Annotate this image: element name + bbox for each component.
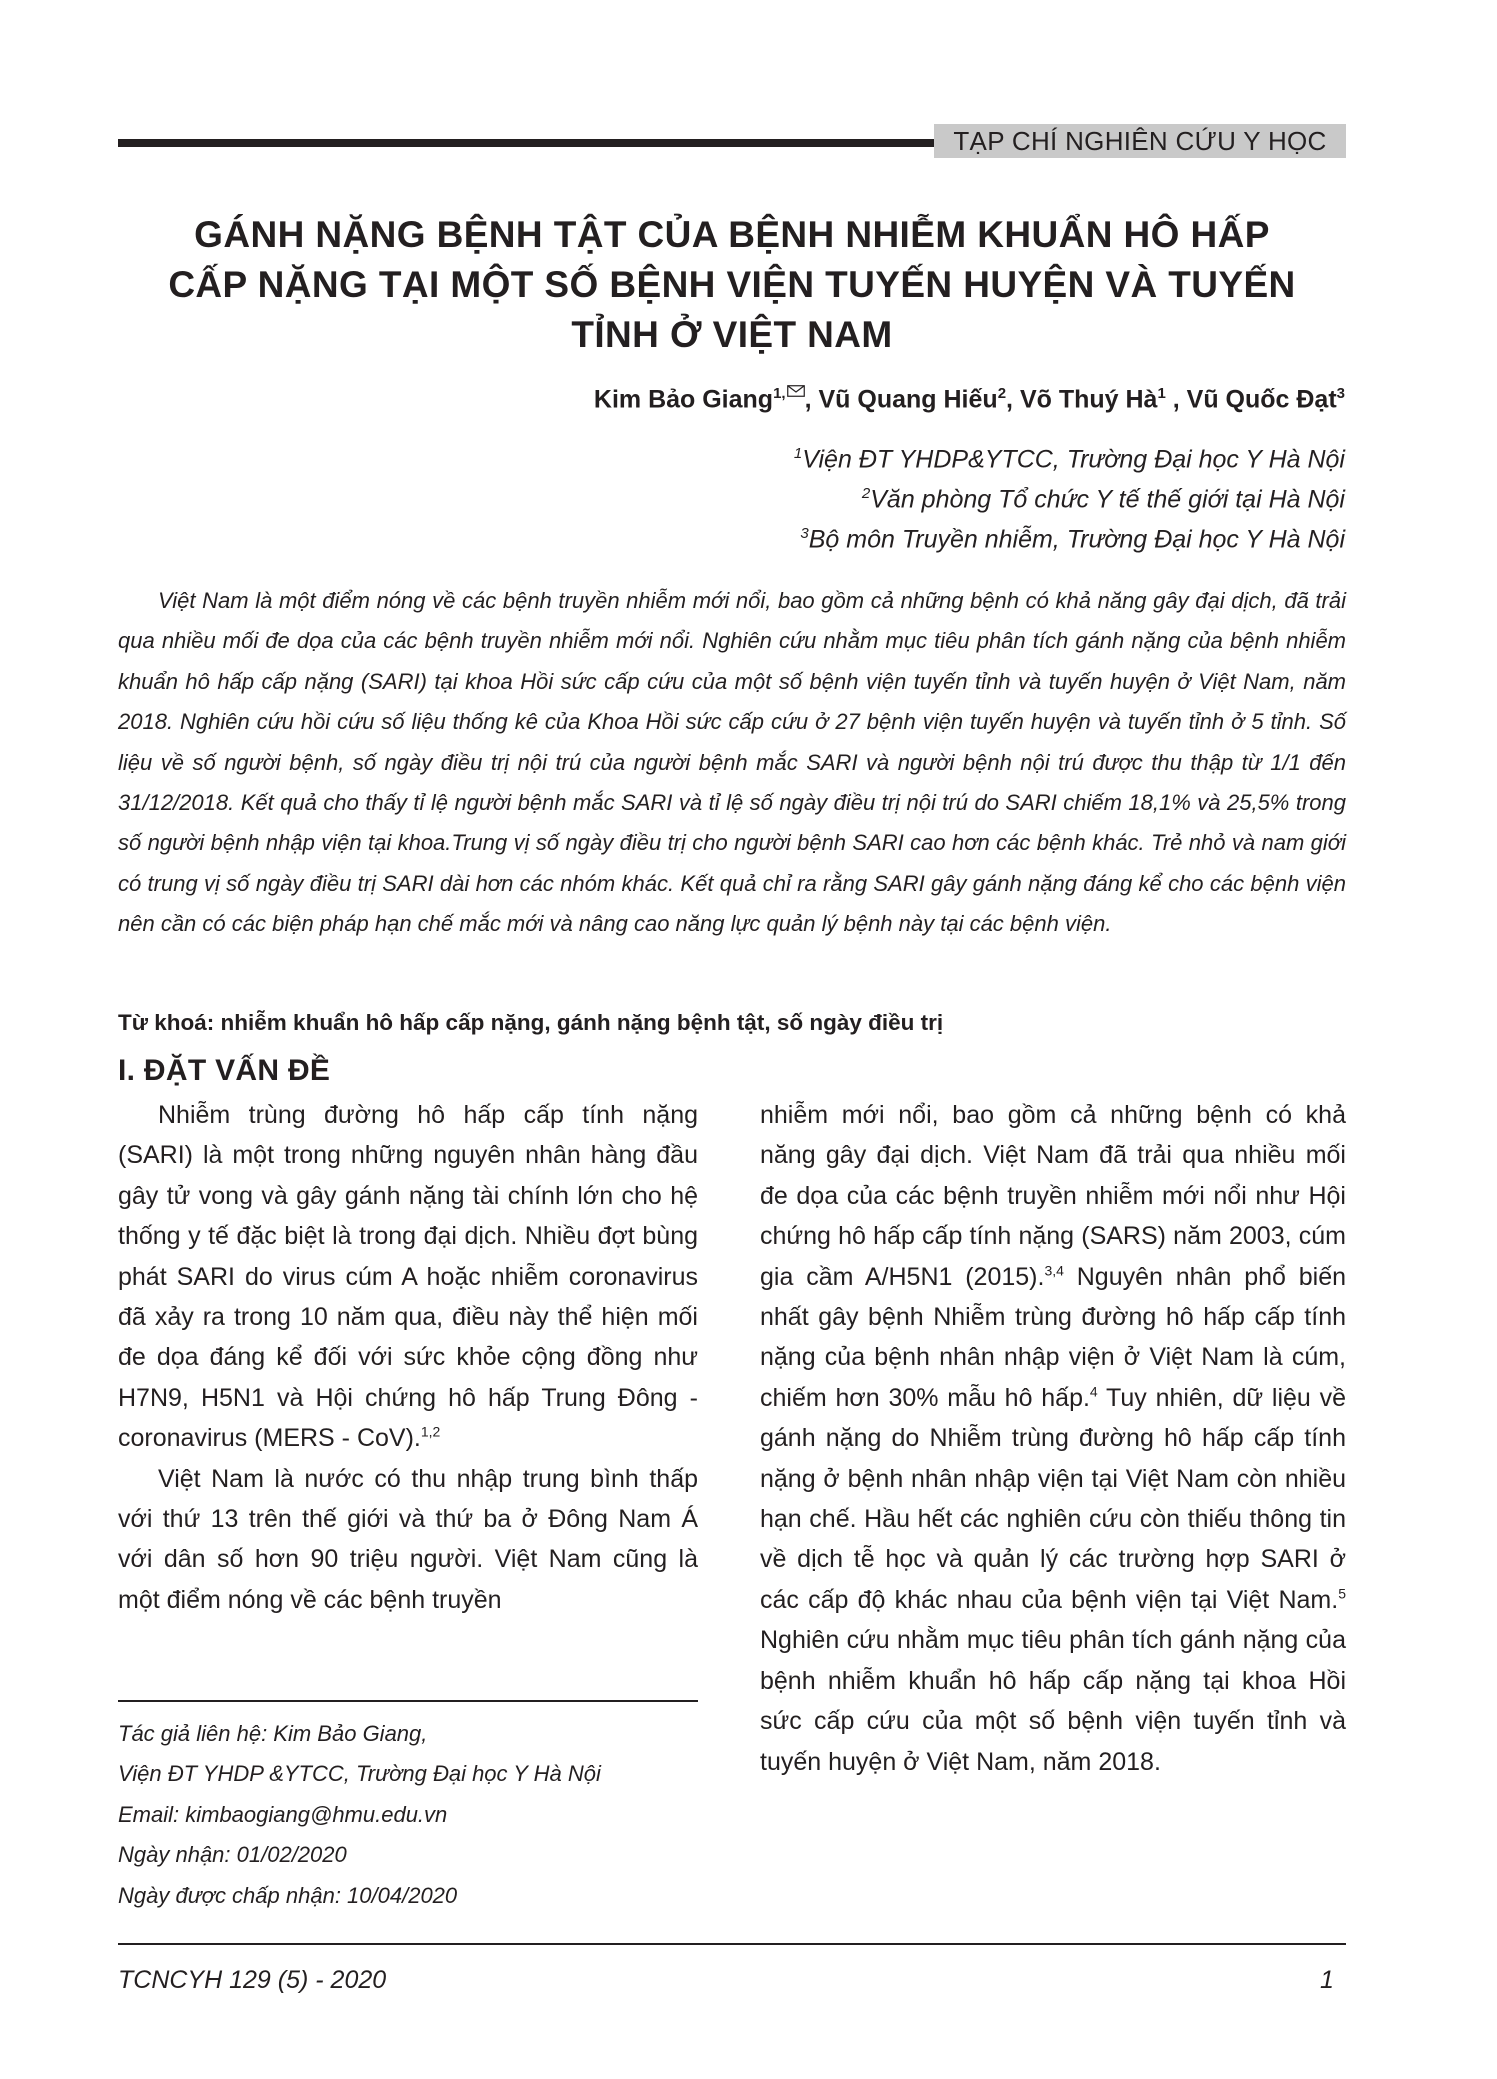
author-name: Võ Thuý Hà (1019, 385, 1158, 414)
paragraph-text: Nghiên cứu nhằm mục tiêu phân tích gánh nặng của bệnh nhiễm khuẩn hô hấp cấp nặng tại khoa Hồi sức cấp cứu của một số bệnh viện tuyến tỉnh và tuyến huyện ở Việt Nam, năm 2018. (760, 1626, 1346, 1776)
article-title (110, 210, 1354, 360)
journal-name: TẠP CHÍ NGHIÊN CỨU Y HỌC (934, 124, 1346, 158)
paragraph-text: Việt Nam là nước có thu nhập trung bình thấp với thứ 13 trên thế giới và thứ ba ở Đông Nam Á với dân số hơn 90 triệu người. Việt Nam cũng là một điểm nóng về các bệnh truyền (118, 1464, 698, 1614)
body-paragraph (760, 1095, 1346, 1782)
footer-rule (118, 1943, 1346, 1945)
affiliation-mark: 2 (861, 485, 871, 502)
paragraph-text: Nguyên nhân phổ biến nhất gây bệnh Nhiễm trùng đường hô hấp cấp tính nặng của bệnh nhân nhập viện ở Việt Nam là cúm, chiếm hơn 30% mẫu hô hấp. (760, 1262, 1347, 1412)
paragraph-text: Nhiễm trùng đường hô hấp cấp tính nặng (SARI) là một trong những nguyên nhân hàng đầu gây tử vong và gây gánh nặng tài chính lớn cho hệ thống y tế đặc biệt là trong đại dịch. Nhiều đợt bùng phát SARI do virus cúm A hoặc nhiễm coronavirus đã xảy ra trong 10 năm qua, điều này thể hiện mối đe dọa đáng kể đối với sức khỏe cộng đồng như H7N9, H5N1 và Hội chứng hô hấp Trung Đông - coronavirus (MERS - CoV). (118, 1101, 698, 1453)
title-line: TỈNH Ở VIỆT NAM (571, 314, 893, 355)
footnote-email: Email: kimbaogiang@hmu.edu.vn (118, 1801, 448, 1827)
footnote-line: Viện ĐT YHDP &YTCC, Trường Đại học Y Hà Nội (118, 1761, 601, 1787)
paragraph-text: Tuy nhiên, dữ liệu về gánh nặng do Nhiễm trùng đường hô hấp cấp tính nặng ở bệnh nhân nhập viện tại Việt Nam còn nhiều hạn chế. Hầu hết các nghiên cứu còn thiếu thông tin về dịch tễ học và quản lý các trường hợp SARI ở các cấp độ khác nhau của bệnh viện tại Việt Nam. (760, 1383, 1346, 1614)
author-affil-mark: 2 (997, 385, 1007, 402)
footnote-line: Tác giả liên hệ: Kim Bảo Giang, (118, 1721, 428, 1746)
citation-ref: 5 (1338, 1585, 1346, 1602)
affiliation (794, 445, 1345, 474)
section-heading: I. ĐẶT VẤN ĐỀ (118, 1054, 331, 1087)
title-line: GÁNH NẶNG BỆNH TẬT CỦA BỆNH NHIỄM KHUẨN HÔ HẤP (194, 214, 1270, 255)
journal-citation: TCNCYH 129 (5) - 2020 (118, 1966, 387, 1994)
affiliation (800, 525, 1345, 554)
header-rule (118, 139, 934, 147)
body-paragraph (118, 1095, 698, 1459)
author-list: Kim Bảo Giang$^{1,}$ , Vũ Quang Hiếu$^2$, Võ Thuý $Hà^1$ , Vũ Quốc Đạt$^3$ (593, 385, 1345, 414)
page-number: 1 (1320, 1966, 1334, 1994)
affiliation-mark: 3 (800, 525, 809, 542)
affiliation-text: Bộ môn Truyền nhiễm, Trường Đại học Y Hà Nội (808, 525, 1345, 554)
body-column-left (118, 1095, 698, 1620)
author-affil-mark: 1 (1157, 385, 1166, 402)
footnote-line: Ngày được chấp nhận: 10/04/2020 (118, 1882, 458, 1908)
footnote-rule (118, 1700, 698, 1702)
title-line: CẤP NẶNG TẠI MỘT SỐ BỆNH VIỆN TUYẾN HUYỆN VÀ TUYẾN (168, 264, 1296, 305)
body-column-right (760, 1095, 1346, 1782)
author-name: Vũ Quang Hiếu (818, 385, 998, 414)
footnote-line: Ngày nhận: 01/02/2020 (118, 1842, 347, 1868)
affiliation-text: Văn phòng Tổ chức Y tế thế giới tại Hà Nội (870, 485, 1345, 514)
author-name: Vũ Quốc Đạt (1186, 385, 1337, 414)
author-affil-mark: 1, (773, 385, 786, 402)
author-name: Kim Bảo Giang (593, 385, 774, 414)
correspondence-footnote (118, 1714, 601, 1916)
abstract: Việt Nam là một điểm nóng về các bệnh truyền nhiễm mới nổi, bao gồm cả những bệnh có khả năng gây đại dịch, đã trải qua nhiều mối đe dọa của các bệnh truyền nhiễm mới nổi. Nghiên cứu nhằm mục tiêu phân tích gánh nặng của bệnh nhiễm khuẩn hô hấp cấp nặng (SARI) tại khoa Hồi sức cấp cứu của một số bệnh viện tuyến tỉnh và tuyến huyện ở Việt Nam, năm 2018. Nghiên cứu hồi cứu số liệu thống kê của Khoa Hồi sức cấp cứu ở 27 bệnh viện tuyến huyện và tuyến tỉnh ở 5 tỉnh. Số liệu về số người bệnh, số ngày điều trị nội trú của người bệnh mắc SARI và người bệnh nội trú được thu thập từ 1/1 đến 31/12/2018. Kết quả cho thấy tỉ lệ người bệnh mắc SARI và tỉ lệ số ngày điều trị nội trú do SARI chiếm 18,1% và 25,5% trong số người bệnh nhập viện tại khoa.Trung vị số ngày điều trị cho người bệnh SARI cao hơn các bệnh khác. Trẻ nhỏ và nam giới có trung vị số ngày điều trị SARI dài hơn các nhóm khác. Kết quả chỉ ra rằng SARI gây gánh nặng đáng kể cho các bệnh viện nên cần có các biện pháp hạn chế mắc mới và nâng cao năng lực quản lý bệnh này tại các bệnh viện. (118, 588, 1346, 937)
affiliation (862, 485, 1345, 514)
body-paragraph (118, 1459, 698, 1621)
affiliation-text: Viện ĐT YHDP&YTCC, Trường Đại học Y Hà Nội (802, 445, 1345, 474)
envelope-icon (787, 385, 805, 397)
author-affil-mark: 3 (1336, 385, 1345, 402)
keywords: Từ khoá: nhiễm khuẩn hô hấp cấp nặng, gánh nặng bệnh tật, số ngày điều trị (118, 1010, 944, 1035)
citation-ref: 4 (1089, 1383, 1098, 1400)
citation-ref: 3,4 (1044, 1262, 1064, 1279)
affiliation-mark: 1 (793, 445, 803, 462)
paragraph-text: nhiễm mới nổi, bao gồm cả những bệnh có khả năng gây đại dịch. Việt Nam đã trải qua nhiều mối đe dọa của các bệnh truyền nhiễm mới nổi như Hội chứng hô hấp cấp tính nặng (SARS) năm 2003, cúm gia cầm A/H5N1 (2015). (760, 1101, 1346, 1291)
citation-ref: 1,2 (420, 1423, 441, 1440)
